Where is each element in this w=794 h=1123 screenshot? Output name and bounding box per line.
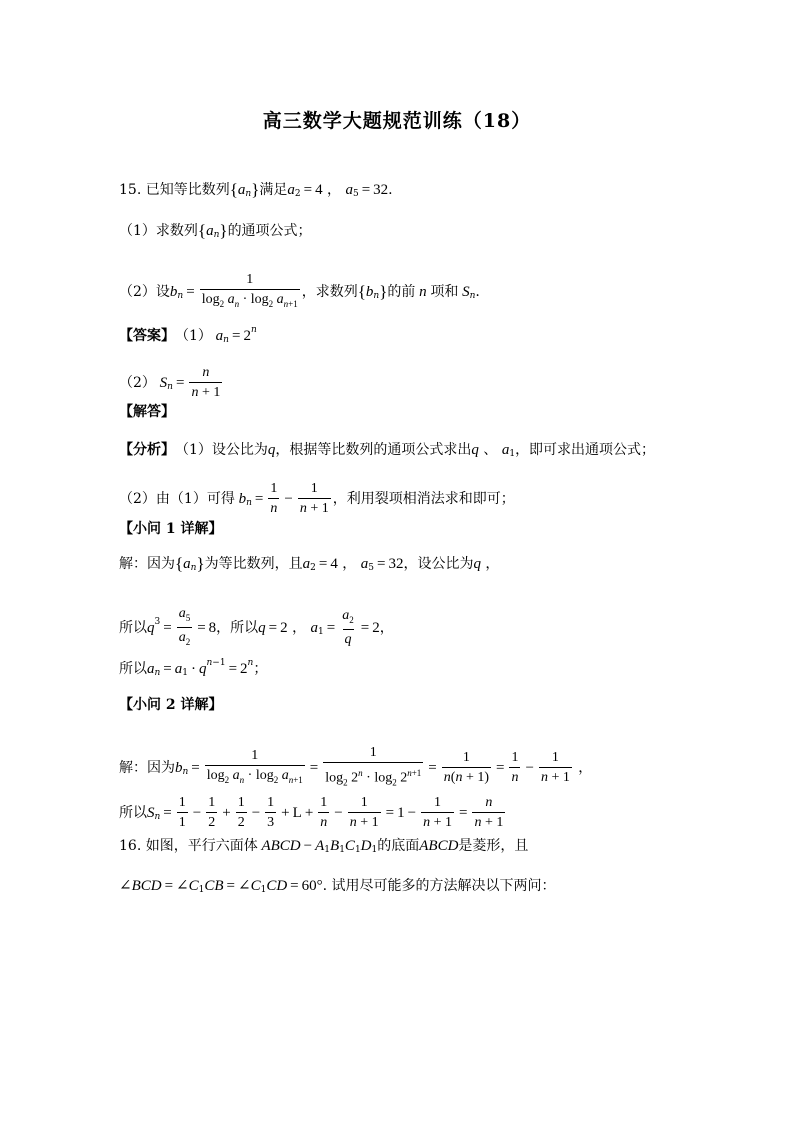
q15-part2: （2） 设 b n = $\frac{1}{\log_2 a_n \cdot \log_2 a_{n+1}}$ ，求数列 { b n } 的前 n 项和 S n .: [119, 272, 480, 312]
part2-detail-line2: 所以 S n = $\frac{1}{1}$ − $\frac{1}{2}$ + $\frac{1}{2}$ − $\frac{1}{3}$ + L + $\frac{1}{n}$ − $\frac{1}{n + 1}$ = 1 − $\frac{1}{n + 1}$ = $\frac{n}{n + 1}$: [119, 795, 504, 830]
part1-detail-label: 【小问 1 详解】: [119, 521, 223, 537]
fraction: $\frac{1}{3}$: [267, 795, 275, 830]
part1-detail-line2: 所以 q 3 = $\frac{a_5}{a_2}$ = 8 ，所以 q = 2 ， a 1 = $\frac{a_2}{q}$ = 2 ，: [119, 606, 394, 650]
analysis-line2: （2）由（1）可得 b n = $\frac{1}{n}$ − $\frac{1}{n + 1}$ ，利用裂项相消法求和即可；: [119, 481, 515, 516]
fraction: $\frac{1}{n}$: [320, 795, 328, 830]
fraction: $\frac{1}{n + 1}$: [299, 481, 329, 516]
fraction: $\frac{1}{\log_2 a_n \cdot \log_2 a_{n+1}}$: [200, 272, 300, 312]
answer-label: 【答案】: [119, 328, 175, 344]
fraction: $\frac{a_2}{q}$: [342, 607, 354, 647]
q16-line1: 16. 如图，平行六面体 ABCD − A 1 B 1 C 1 D 1 的底面 ABCD 是菱形，且: [119, 838, 529, 855]
fraction: $\frac{1}{n + 1}$: [423, 795, 452, 830]
q15-number: 15.: [119, 182, 142, 198]
q15-stem: 15. 已知等比数列 { a n } 满足 a 2 = 4 ， a 5 = 32 .: [119, 180, 393, 199]
fraction: $\frac{1}{2}$: [208, 795, 216, 830]
part1-detail-line1: 解：因为 { a n } 为等比数列，且 a 2 = 4 ， a 5 = 32 ，设公比为 q ，: [119, 554, 500, 573]
answer-part1: 【答案】 （1） a n = 2 n: [119, 325, 257, 345]
fraction: $\frac{1}{n}$: [270, 481, 278, 516]
fraction: $\frac{1}{n + 1}$: [349, 795, 379, 830]
fraction: $\frac{n}{n + 1}$: [191, 365, 221, 400]
part2-detail-label: 【小问 2 详解】: [119, 697, 223, 713]
fraction: $\frac{1}{1}$: [178, 795, 186, 830]
part1-detail-line3: 所以 a n = a 1 · q n−1 = 2 n ；: [119, 658, 268, 678]
fraction: $\frac{1}{\log_2 2^n \cdot \log_2 2^{n+1}}$: [323, 745, 423, 790]
q15-stem-text: 已知等比数列: [145, 182, 230, 198]
fraction: $\frac{1}{n}$: [511, 749, 519, 785]
page-title: 高三数学大题规范训练（18）: [262, 110, 532, 132]
q16-line2: ∠BCD = ∠C 1 CB = ∠C 1 CD = 60° . 试用尽可能多的方法解决以下两问：: [119, 878, 556, 895]
solution-label: 【解答】: [119, 404, 175, 420]
part2-detail-line1: 解：因为 b n = $\frac{1}{\log_2 a_n \cdot \log_2 a_{n+1}}$ = $\frac{1}{\log_2 2^n \cdot \log_2 2^{n+1}}$ = $\frac{1}{n(n + 1)}$ = $\frac{1}{n}$ − $\frac{1}{n + 1}$ ，: [119, 745, 592, 790]
fraction: $\frac{1}{2}$: [237, 795, 245, 830]
fraction: $\frac{1}{\log_2 a_n \cdot \log_2 a_{n+1}}$: [205, 748, 305, 788]
fraction: $\frac{n}{n + 1}$: [474, 795, 504, 830]
q15-part1: （1） 求数列 { a n } 的通项公式；: [119, 221, 312, 240]
analysis-line1: 【分析】 （1）设公比为 q ，根据等比数列的通项公式求出 q 、 a 1 ，即可求出通项公式；: [119, 442, 656, 459]
fraction: $\frac{a_5}{a_2}$: [177, 606, 193, 650]
fraction: $\frac{1}{n + 1}$: [540, 749, 570, 785]
fraction: $\frac{1}{n(n + 1)}$: [443, 749, 489, 785]
answer-part2: （2） S n = $\frac{n}{n + 1}$: [119, 365, 221, 400]
